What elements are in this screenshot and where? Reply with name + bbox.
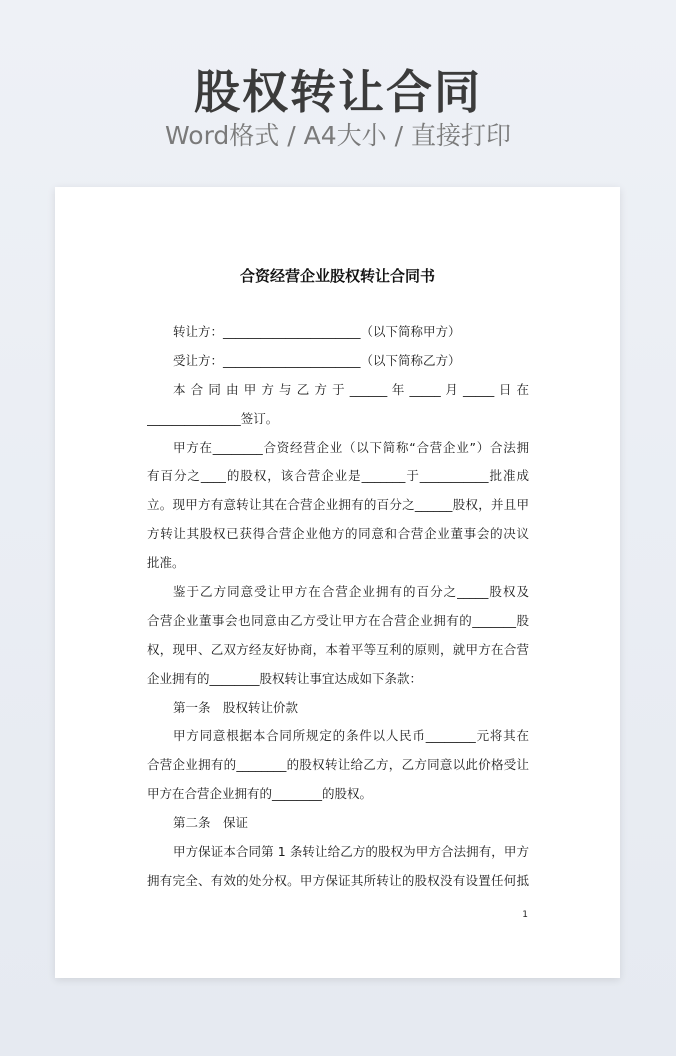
banner-title: 股权转让合同 — [194, 65, 482, 119]
document-title: 合资经营企业股权转让合同书 — [239, 267, 435, 285]
body-line: 立。现甲方有意转让其在合营企业拥有的百分之______股权，并且甲 — [147, 497, 529, 513]
body-line: 甲方在合营企业拥有的________的股权。 — [147, 786, 373, 802]
body-line: 鉴于乙方同意受让甲方在合营企业拥有的百分之_____股权及 — [173, 584, 529, 600]
body-line: 甲方同意根据本合同所规定的条件以人民币________元将其在 — [173, 728, 529, 744]
body-line: 合营企业拥有的________的股权转让给乙方，乙方同意以此价格受让 — [147, 757, 529, 773]
body-line: 甲方在________合资经营企业（以下简称“合营企业”）合法拥 — [173, 439, 529, 455]
body-line: 有百分之____的股权，该合营企业是_______于___________批准成 — [147, 468, 529, 484]
page-number: 1 — [522, 910, 528, 920]
banner-subtitle: Word格式 / A4大小 / 直接打印 — [165, 121, 511, 150]
body-line: 合营企业董事会也同意由乙方受让甲方在合营企业拥有的_______股 — [147, 612, 529, 628]
body-line: 本 合 同 由 甲 方 与 乙 方 于 ______ 年 _____ 月 _____ 日 在 — [173, 381, 529, 397]
document-body — [147, 318, 529, 896]
body-line: _______________签订。 — [147, 410, 279, 426]
body-line: 企业拥有的________股权转让事宜达成如下条款： — [147, 670, 423, 686]
article-heading: 第一条 股权转让价款 — [173, 699, 299, 715]
body-line: 甲方保证本合同第 1 条转让给乙方的股权为甲方合法拥有，甲方 — [173, 844, 529, 860]
body-line: 方转让其股权已获得合营企业他方的同意和合营企业董事会的决议 — [147, 526, 529, 542]
document-page — [55, 187, 620, 978]
transferee-line: 受让方：______________________（以下简称乙方） — [173, 352, 461, 368]
transferor-line: 转让方：______________________（以下简称甲方） — [173, 324, 461, 339]
article-heading: 第二条 保证 — [173, 815, 249, 831]
body-line: 权，现甲、乙双方经友好协商，本着平等互利的原则，就甲方在合营 — [147, 641, 529, 657]
body-line: 拥有完全、有效的处分权。甲方保证其所转让的股权没有设置任何抵 — [147, 872, 529, 888]
body-line: 批准。 — [147, 555, 185, 571]
